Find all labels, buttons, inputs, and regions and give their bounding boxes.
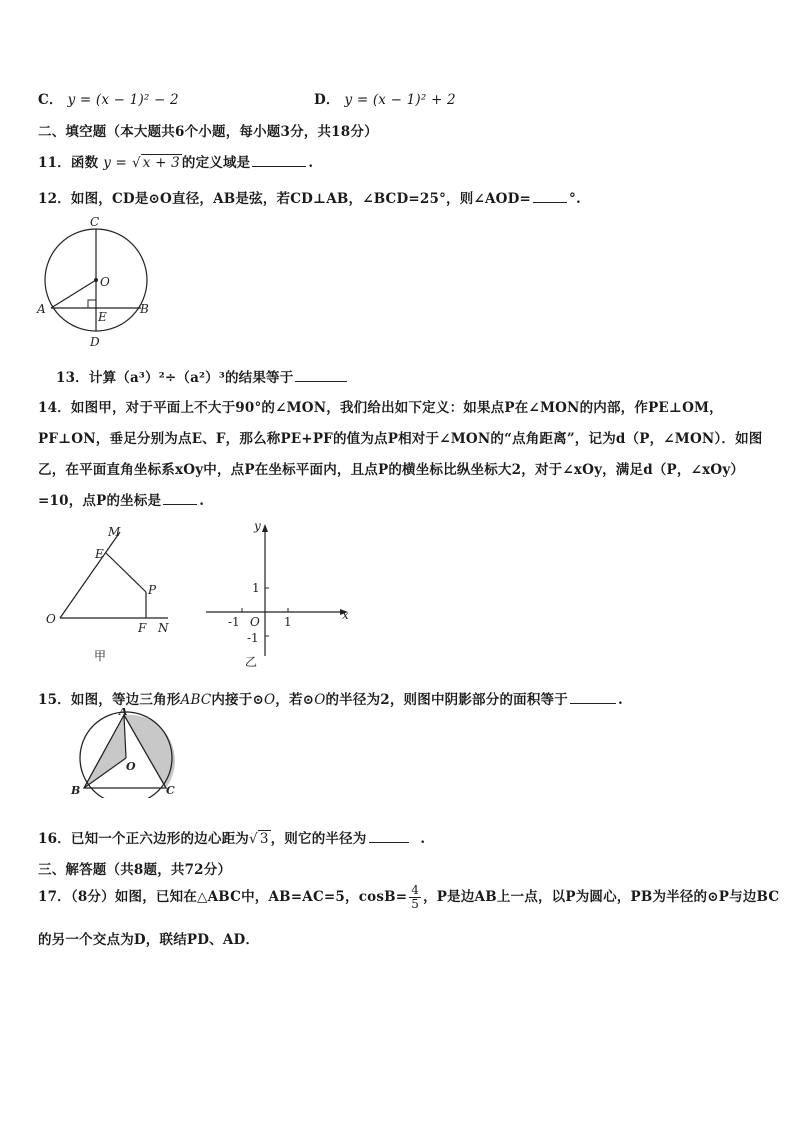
label-o: O bbox=[100, 275, 110, 289]
q12-text: 12．如图，CD是⊙O直径，AB是弦，若CD⊥AB，∠BCD=25°，则∠AOD= bbox=[38, 191, 532, 207]
q12-answer-blank[interactable] bbox=[533, 202, 567, 203]
caption-yi: 乙 bbox=[245, 655, 258, 668]
q11-sqrt: √ x + 3 bbox=[131, 155, 180, 171]
question-16 bbox=[38, 827, 425, 847]
q15-suffix: 的半径为2，则图中阴影部分的面积等于 bbox=[325, 692, 568, 708]
question-17-line-1 bbox=[38, 884, 779, 911]
label-x: x bbox=[342, 608, 349, 622]
question-13 bbox=[56, 366, 349, 386]
question-14-line-4 bbox=[38, 489, 204, 509]
q14-line-4-text: =10，点P的坐标是 bbox=[38, 493, 162, 509]
caption-jia: 甲 bbox=[94, 649, 107, 663]
question-12 bbox=[38, 187, 581, 207]
figure-15-inscribed-triangle bbox=[66, 708, 186, 798]
q11-formula-lhs: y = bbox=[103, 155, 128, 171]
label-x-1: 1 bbox=[284, 615, 292, 629]
center-dot bbox=[94, 278, 98, 282]
segment-ao bbox=[51, 280, 96, 308]
label-y-1: 1 bbox=[252, 581, 260, 595]
label-p: P bbox=[148, 583, 157, 597]
label-o: O bbox=[126, 760, 136, 773]
q15-o1: O bbox=[263, 692, 276, 708]
q15-answer-blank[interactable] bbox=[570, 703, 616, 704]
q15-mid2: ，若⊙ bbox=[275, 692, 315, 708]
q17-frac-den: 5 bbox=[411, 897, 420, 911]
q15-abc: ABC bbox=[180, 692, 212, 708]
q17-fraction bbox=[409, 884, 421, 911]
option-c-label: C． bbox=[38, 92, 63, 108]
q15-mid: 内接于⊙ bbox=[211, 692, 264, 708]
label-o: O bbox=[46, 612, 56, 626]
q15-o2: O bbox=[314, 692, 326, 708]
section-3-heading: 三、解答题（共8题，共72分） bbox=[38, 862, 232, 878]
q11-answer-blank[interactable] bbox=[252, 166, 306, 167]
option-c bbox=[38, 88, 179, 108]
q16-answer-blank[interactable] bbox=[369, 842, 409, 843]
question-15 bbox=[38, 688, 623, 708]
option-d-formula: y = (x − 1)² + 2 bbox=[344, 92, 456, 108]
label-e: E bbox=[95, 547, 104, 561]
figure-14-jia-angle-diagram bbox=[40, 520, 190, 670]
q16-end: . bbox=[420, 831, 426, 847]
label-m: M bbox=[108, 525, 121, 539]
question-11 bbox=[38, 151, 313, 171]
label-y-neg1: -1 bbox=[247, 631, 259, 645]
label-f: F bbox=[138, 621, 147, 635]
q14-end: . bbox=[199, 493, 205, 509]
figure-14-yi-coordinate-plane bbox=[200, 518, 360, 668]
label-origin: O bbox=[250, 615, 260, 629]
q13-text: 13．计算（a³）²÷（a²）³的结果等于 bbox=[56, 370, 294, 386]
q16-prefix: 16．已知一个正六边形的边心距为 bbox=[38, 831, 249, 847]
label-d: D bbox=[90, 335, 100, 349]
option-d bbox=[314, 88, 456, 108]
q11-prefix: 11．函数 bbox=[38, 155, 99, 171]
q15-prefix: 15．如图，等边三角形 bbox=[38, 692, 181, 708]
label-a: A bbox=[119, 708, 128, 718]
q14-answer-blank[interactable] bbox=[163, 504, 197, 505]
option-d-label: D． bbox=[314, 92, 340, 108]
q17-frac-num: 4 bbox=[411, 883, 420, 897]
option-c-formula: y = (x − 1)² − 2 bbox=[67, 92, 179, 108]
label-b: B bbox=[140, 302, 149, 316]
q17-prefix: 17．（8分）如图，已知在△ABC中，AB=AC=5，cosB= bbox=[38, 889, 408, 905]
q16-suffix: ，则它的半径为 bbox=[270, 831, 367, 847]
label-c: C bbox=[90, 215, 100, 229]
q13-answer-blank[interactable] bbox=[295, 381, 347, 382]
figure-12-circle-diagram bbox=[32, 214, 162, 349]
q11-radicand: x + 3 bbox=[142, 155, 180, 171]
question-14-line-2: PF⊥ON，垂足分别为点E、F，那么称PE+PF的值为点P相对于∠MON的“点角距离”，记为d（P，∠MON）．如图 bbox=[38, 431, 763, 447]
q15-end: . bbox=[617, 692, 623, 708]
question-14-line-1: 14．如图甲，对于平面上不大于90°的∠MON，我们给出如下定义：如果点P在∠MON的内部，作PE⊥OM， bbox=[38, 400, 723, 416]
section-2-heading: 二、填空题（本大题共6个小题，每小题3分，共18分） bbox=[38, 124, 378, 140]
label-e: E bbox=[98, 310, 107, 324]
q16-sqrt: √ 3 bbox=[249, 831, 269, 847]
label-y: y bbox=[254, 519, 261, 533]
label-c: C bbox=[166, 784, 175, 797]
ray-om bbox=[60, 532, 120, 618]
question-14-line-3: 乙，在平面直角坐标系xOy中，点P在坐标平面内，且点P的横坐标比纵坐标大2，对于∠xOy，满足d（P，∠xOy） bbox=[38, 462, 745, 478]
q17-suffix: ，P是边AB上一点，以P为圆心，PB为半径的⊙P与边BC bbox=[423, 889, 780, 905]
q11-suffix: 的定义域是 bbox=[181, 155, 251, 171]
question-17-line-2: 的另一个交点为D，联结PD、AD． bbox=[38, 932, 260, 948]
label-a: A bbox=[37, 302, 46, 316]
segment-pe bbox=[106, 553, 146, 592]
q16-radicand: 3 bbox=[259, 831, 269, 847]
right-angle-mark bbox=[88, 300, 96, 308]
q12-end: °. bbox=[569, 191, 581, 207]
label-b: B bbox=[71, 784, 81, 797]
label-n: N bbox=[158, 621, 169, 635]
y-axis-arrow bbox=[262, 524, 268, 532]
q11-end: . bbox=[308, 155, 314, 171]
label-x-neg1: -1 bbox=[228, 615, 240, 629]
